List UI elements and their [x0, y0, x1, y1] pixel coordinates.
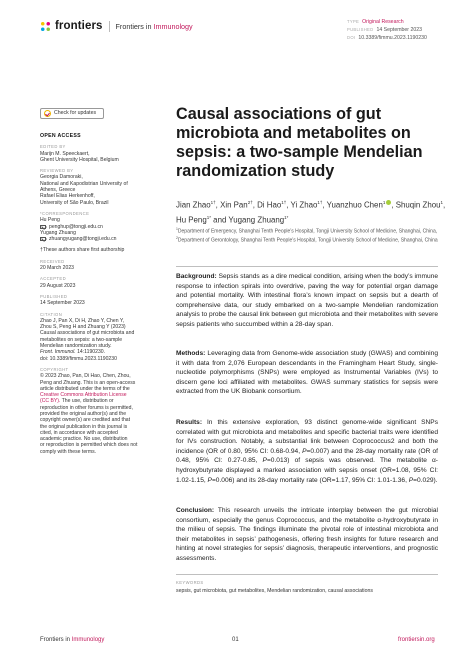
- author-name[interactable]: Xin Pan: [220, 200, 248, 210]
- frontiers-logo-icon: [40, 21, 51, 32]
- article-type[interactable]: Original Research: [362, 19, 404, 25]
- published-label: PUBLISHED: [347, 27, 374, 32]
- page-number: 01: [232, 637, 239, 643]
- abstract-conclusion: Conclusion: This research unveils the intricate interplay between the gut microbial consortium, especially the genus Coprococcus, and the metabolite α-hydroxybutyrate in the milieu of sepsis. The findings illuminate the pivotal role of intestinal microbiota and their metabolites in sepsis’ pathogenesis, offering fresh insights for future research and hinting at novel strategies for sepsis’ diagnosis, therapeutic interventions, and prognostic assessments.: [176, 507, 438, 562]
- author-name[interactable]: Di Hao: [257, 200, 282, 210]
- author-affiliation-mark: 1: [382, 200, 386, 205]
- logo-divider: [109, 21, 110, 32]
- footer-site-link[interactable]: frontiersin.org: [398, 637, 435, 643]
- page-header: [40, 18, 440, 54]
- author-name[interactable]: Shuqin Zhou: [395, 200, 441, 210]
- received-label: RECEIVED: [40, 258, 65, 264]
- correspondent-name: Yugang Zhuang: [40, 229, 76, 236]
- keywords-label: KEYWORDS: [176, 580, 204, 585]
- editor-line: Ghent University Hospital, Belgium: [40, 156, 119, 163]
- article-meta: [347, 18, 427, 42]
- check-updates-label: Check for updates: [54, 110, 97, 117]
- citation-line: metabolites on sepsis: a two-sample: [40, 336, 123, 343]
- citation-label: CITATION: [40, 311, 63, 317]
- affiliations: $^1$Department of Emergency, Shanghai Tenth People’s Hospital, Tongji University School of Medicine, Shanghai, China, $^2$Department of Gerontology, Shanghai Tenth People’s Hospital, Tongji University School of Medicine, Shanghai, China: [176, 227, 438, 244]
- abstract-results: Results: In this extensive exploration, 93 distinct genome-wide significant SNPs correlated with gut microbiota and metabolites and specific bacterial traits were identified for IVs construction. Notably, a substantial link between Coprococcus2 and both the incidence (OR of 0.80, 95% CI: 0.68-0.94, P=0.007) and the 28-day mortality rate (OR of 0.48, 95% CI: 0.27-0.85, P=0.013) of sepsis was observed. The metabolite α-hydroxybutyrate displayed a marked association with sepsis onset (OR=1.08, 95% CI: 1.02-1.15, P=0.006) and its 28-day mortality rate (OR=1.17, 95% CI: 1.01-1.36, P=0.029).: [176, 419, 439, 484]
- reviewer-line: Georgia Damoraki,: [40, 174, 83, 181]
- reviewer-line: National and Kapodistrian University of: [40, 180, 128, 187]
- copyright-line: © 2023 Zhao, Pan, Di Hao, Chen, Zhou,: [40, 373, 131, 380]
- citation-journal-line: Front. Immunol. 14:1190230.: [40, 349, 106, 356]
- correspondent-name: Hu Peng: [40, 217, 60, 224]
- author-affiliation-mark: 1†: [317, 200, 323, 205]
- article-title: Causal associations of gut microbiota and metabolites on sepsis: a two-sample Mendelian randomization study: [176, 105, 423, 180]
- author-name[interactable]: Hu Peng: [176, 216, 207, 226]
- envelope-icon: [40, 237, 46, 241]
- published-date: 14 September 2023: [376, 27, 423, 33]
- journal-title: Frontiers in Immunology: [115, 21, 193, 31]
- copyright-line: reproduction in other forums is permitted,: [40, 404, 133, 411]
- copyright-line: comply with these terms.: [40, 448, 97, 455]
- doi-value[interactable]: 10.3389/fimmu.2023.1190230: [358, 35, 427, 41]
- open-access-label: OPEN ACCESS: [40, 133, 81, 139]
- copyright-line: the original publication in this journal is: [40, 423, 128, 430]
- copyright-line: article distributed under the terms of the: [40, 385, 130, 392]
- orcid-icon[interactable]: [386, 200, 391, 205]
- reviewed-by-label: REVIEWED BY: [40, 168, 74, 174]
- author-name[interactable]: Yuanzhuo Chen: [326, 200, 383, 210]
- equal-authorship-note: †These authors share first authorship: [40, 247, 125, 254]
- license-link[interactable]: Creative Commons Attribution License: [40, 392, 127, 399]
- license-link-short[interactable]: (CC BY).: [40, 398, 61, 405]
- abstract-top-rule: [176, 266, 438, 267]
- copyright-line: academic practice. No use, distribution: [40, 436, 128, 443]
- check-for-updates-button[interactable]: [40, 108, 104, 119]
- affiliation-1: Department of Emergency, Shanghai Tenth People’s Hospital, Tongji University School of Medicine, Shanghai, China,: [177, 228, 438, 235]
- copyright-line: copyright owner(s) are credited and that: [40, 417, 131, 424]
- footer-journal: Frontiers in Immunology: [40, 637, 105, 643]
- correspondence-label: *CORRESPONDENCE: [40, 210, 90, 216]
- editor-line: Marijn M. Speeckaert,: [40, 150, 90, 157]
- copyright-line: Peng and Zhuang. This is an open-access: [40, 379, 136, 386]
- citation-line: Zhao J, Pan X, Di H, Zhao Y, Chen Y,: [40, 317, 125, 324]
- edited-by-label: EDITED BY: [40, 144, 66, 150]
- citation-line: Causal associations of gut microbiota and: [40, 330, 135, 337]
- correspondent-email[interactable]: zhuangyugang@tongji.edu.cn: [40, 236, 140, 242]
- author-name[interactable]: Yugang Zhuang: [228, 216, 285, 226]
- doi-label: DOI: [347, 35, 356, 40]
- reviewer-line: University of São Paulo, Brazil: [40, 199, 109, 206]
- author-affiliation-mark: 1†: [210, 200, 216, 205]
- sidebar-published-date: 14 September 2023: [40, 300, 85, 307]
- author-affiliation-mark: 1*: [284, 215, 289, 221]
- author-list: Jian Zhao$^{1\dagger}$, Xin Pan$^{2\dagger}$, Di Hao$^{1\dagger}$, Yi Zhao$^{1\dagger}$, Yuanzhuo Chen$^1$ , Shuqin Zhou$^1$, Hu Peng$^{1*}$ and Yugang Zhuang$^{1*}$: [176, 200, 446, 226]
- citation-line: Zhou S, Peng H and Zhuang Y (2023): [40, 324, 126, 331]
- abstract-background: Background: Sepsis stands as a dire medical condition, arising when the body’s immune response to infection spirals into overdrive, paving the way for potential organ damage and potential mortality. With intestinal flora’s known impact on sepsis but a dearth of comprehensive data, our study embarked on a two-sample Mendelian randomization analysis to probe the causal link between gut microbiota and their metabolites with severe sepsis patients who succumbed within a 28-day span.: [176, 273, 438, 328]
- author-affiliation-mark: 1†: [281, 200, 287, 205]
- author-affiliation-mark: 1: [440, 200, 444, 205]
- citation-line: Mendelian randomization study.: [40, 343, 112, 350]
- copyright-line: cited, in accordance with accepted: [40, 429, 118, 436]
- copyright-line: or reproduction is permitted which does not: [40, 442, 138, 449]
- affiliation-2: Department of Gerontology, Shanghai Tenth People’s Hospital, Tongji University School of Medicine, Shanghai, China: [177, 237, 438, 244]
- copyright-label: COPYRIGHT: [40, 366, 69, 372]
- author-affiliation-mark: 2†: [247, 200, 253, 205]
- reviewer-line: Athens, Greece: [40, 187, 76, 194]
- citation-doi[interactable]: doi: 10.3389/fimmu.2023.1190230: [40, 355, 117, 362]
- frontiers-logo[interactable]: [40, 20, 193, 32]
- reviewer-line: Rafael Elias Herkenhoff,: [40, 193, 95, 200]
- abstract-bottom-rule: [176, 574, 438, 575]
- envelope-icon: [40, 225, 46, 229]
- article-sidebar: [40, 108, 140, 455]
- check-updates-icon: [44, 110, 51, 117]
- abstract-methods: Methods: Leveraging data from Genome-wide association study (GWAS) and combining it with data from 2,076 European descendants in the Framingham Heart Study, single-nucleotide polymorphisms (SNPs) were employed as Instrumental Variables (IVs) to discern gene loci affiliated with metabolites. GWAS summary statistics for sepsis were extracted from the UK Biobank consortium.: [176, 350, 438, 396]
- author-affiliation-mark: 1*: [206, 215, 211, 221]
- accepted-label: ACCEPTED: [40, 276, 67, 282]
- brand-name: frontiers: [55, 20, 103, 32]
- author-name[interactable]: Yi Zhao: [290, 200, 318, 210]
- author-name[interactable]: Jian Zhao: [176, 200, 211, 210]
- copyright-line: (CC BY). The use, distribution or: [40, 398, 114, 405]
- sidebar-published-label: PUBLISHED: [40, 293, 68, 299]
- type-label: TYPE: [347, 19, 360, 24]
- correspondent-email[interactable]: penghup@tongji.edu.cn: [40, 224, 140, 230]
- accepted-date: 29 August 2023: [40, 282, 76, 289]
- copyright-line: provided the original author(s) and the: [40, 410, 127, 417]
- keywords-list: sepsis, gut microbiota, gut metabolites, Mendelian randomization, causal associations: [176, 588, 373, 594]
- received-date: 20 March 2023: [40, 265, 74, 272]
